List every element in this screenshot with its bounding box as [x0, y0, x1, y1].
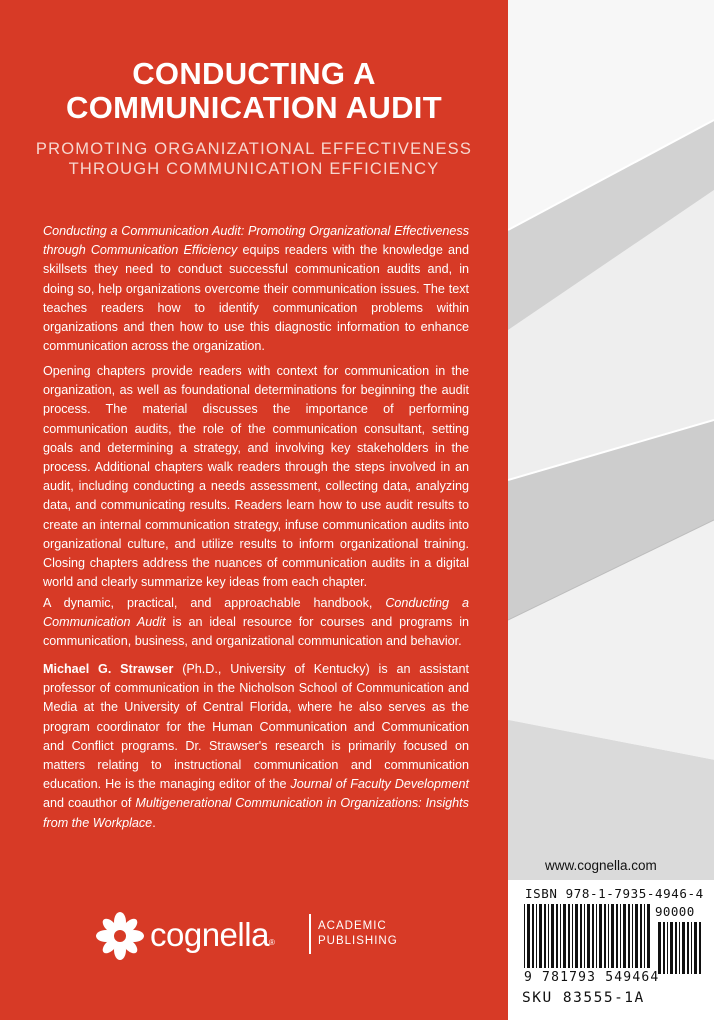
- barcode-bar: [596, 904, 597, 968]
- barcode-bar: [667, 922, 668, 974]
- publisher-url: www.cognella.com: [545, 858, 657, 873]
- paragraph-text: A dynamic, practical, and approachable handbook,: [43, 596, 386, 610]
- barcode-bar: [687, 922, 689, 974]
- barcode-label: [508, 880, 714, 1020]
- barcode-bar: [632, 904, 633, 968]
- paragraph-text: Opening chapters provide readers with context for communication in the organization, as well as foundational determinations for beginning the audit process. The material discusses the importance of performing communication audits, the role of the communication consultant, setting goals and determining a strategy, and involving key stakeholders in the process. Additional chapters walk readers through the steps involved in an audit, including conducting a needs assessment, collecting data, analyzing data, and communicating results. Readers learn how to use audit results to create an internal communication strategy, infuse communication audits into organizational culture, and utilize results to inform organizational training. Closing chapters address the nuances of communication audits in a digital world and clearly summarize key ideas from each chapter.: [43, 364, 469, 590]
- barcode-bar: [560, 904, 561, 968]
- barcode-bar: [524, 904, 525, 968]
- barcode-bar: [527, 904, 530, 968]
- main-barcode: [524, 904, 652, 968]
- publisher-sub-line-1: ACADEMIC: [318, 920, 387, 932]
- barcode-bar: [620, 904, 621, 968]
- barcode-bar: [544, 904, 546, 968]
- barcode-bar: [556, 904, 558, 968]
- barcode-bar: [568, 904, 570, 968]
- book-title-italic: Conducting a Communication Audit: [43, 596, 469, 630]
- barcode-bar: [592, 904, 594, 968]
- description-paragraph-2: [43, 362, 469, 592]
- barcode-bar: [536, 904, 537, 968]
- ean-digits: 9 781793 549464: [524, 970, 660, 985]
- logo-divider: [309, 914, 311, 954]
- barcode-bar: [694, 922, 697, 974]
- description-paragraph-1: [43, 222, 469, 356]
- barcode-bar: [539, 904, 542, 968]
- paragraph-text: is an ideal resource for courses and programs in communication, business, and organizational communication and behavior.: [43, 615, 469, 649]
- barcode-bar: [623, 904, 626, 968]
- barcode-bar: [551, 904, 554, 968]
- barcode-bar: [682, 922, 685, 974]
- barcode-bar: [628, 904, 630, 968]
- paragraph-text: (Ph.D., University of Kentucky) is an assistant professor of communication in the Nicholson School of Communication and Media at the University of Central Florida, where he also serves as the program coordinator for the Human Communication and Communication and Conflict programs. Dr. Strawser's research is primarily focused on matters relating to instructional communication and communication education. He is the managing editor of the: [43, 662, 469, 792]
- publisher-sub-line-2: PUBLISHING: [318, 935, 398, 947]
- author-bio-paragraph: [43, 660, 469, 833]
- barcode-bar: [658, 922, 661, 974]
- cognella-flower-icon: [96, 912, 144, 960]
- barcode-bar: [580, 904, 582, 968]
- publisher-name: cognella: [150, 916, 269, 953]
- barcode-bar: [599, 904, 602, 968]
- barcode-bar: [575, 904, 578, 968]
- barcode-bar: [587, 904, 590, 968]
- barcode-bar: [675, 922, 677, 974]
- price-addon-text: 90000: [655, 904, 695, 919]
- barcode-bar: [548, 904, 549, 968]
- subtitle-line-1: PROMOTING ORGANIZATIONAL EFFECTIVENESS: [35, 140, 473, 158]
- barcode-bar: [608, 904, 609, 968]
- paragraph-text: and coauthor of: [43, 796, 136, 811]
- barcode-bar: [663, 922, 665, 974]
- title-line-2: COMMUNICATION AUDIT: [66, 90, 442, 125]
- barcode-bar: [563, 904, 566, 968]
- description-paragraph-3: [43, 594, 469, 652]
- barcode-bar: [644, 904, 645, 968]
- barcode-bar: [679, 922, 680, 974]
- journal-title-italic: Journal of Faculty Development: [290, 777, 469, 792]
- addon-barcode: [658, 922, 704, 974]
- barcode-bar: [611, 904, 614, 968]
- barcode-bar: [635, 904, 638, 968]
- sku-text: SKU 83555-1A: [522, 990, 645, 1006]
- paragraph-text: .: [152, 815, 156, 830]
- book-title-italic: Conducting a Communication Audit: Promoting Organizational Effectiveness through Communication Efficiency: [43, 224, 469, 258]
- barcode-bar: [647, 904, 650, 968]
- barcode-bar: [640, 904, 642, 968]
- coauthored-book-italic: Multigenerational Communication in Organizations: Insights from the Workplace: [43, 796, 469, 830]
- trademark-symbol: ®: [268, 938, 275, 947]
- subtitle-line-2: THROUGH COMMUNICATION EFFICIENCY: [68, 160, 440, 178]
- barcode-bar: [604, 904, 606, 968]
- barcode-bar: [532, 904, 534, 968]
- publisher-wordmark: [150, 916, 274, 954]
- barcode-bar: [616, 904, 618, 968]
- barcode-bar: [572, 904, 573, 968]
- barcode-bar: [699, 922, 701, 974]
- author-name: Michael G. Strawser: [43, 662, 174, 676]
- barcode-bar: [584, 904, 585, 968]
- barcode-bar: [670, 922, 673, 974]
- barcode-bar: [691, 922, 692, 974]
- publisher-subtitle: [318, 919, 398, 949]
- isbn-text: ISBN 978-1-7935-4946-4: [525, 886, 704, 901]
- title-line-1: CONDUCTING A: [132, 56, 376, 91]
- paragraph-text: equips readers with the knowledge and skillsets they need to conduct successful communication audits and, in doing so, help organizations overcome their communication issues. The text teaches readers how to identify communication problems within organizations and then how to use this diagnostic information to enhance communication across the organization.: [43, 243, 469, 354]
